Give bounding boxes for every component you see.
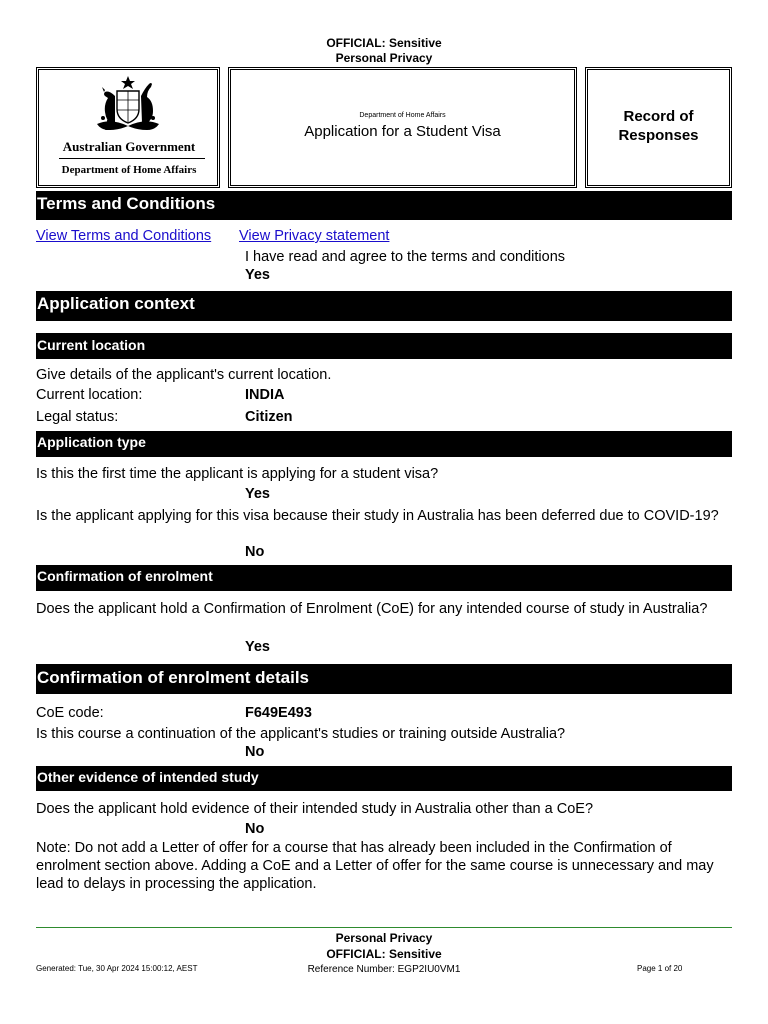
privacy-label: Personal Privacy [335,51,433,65]
government-name: Australian Government [62,139,196,154]
record-box [585,67,732,188]
title-department: Department of Home Affairs [359,112,446,119]
coe-code-label: CoE code: [36,705,104,721]
covid-deferral-question: Is the applicant applying for this visa because their study in Australia has been deferred due to COVID-19? [36,508,719,524]
record-line-2: Responses [618,127,699,144]
continuation-answer: No [245,744,265,760]
current-location-heading: Current location [36,333,732,359]
terms-answer: Yes [245,267,270,283]
department-name: Department of Home Affairs [61,164,197,176]
legal-status-value: Citizen [245,409,293,425]
coe-question: Does the applicant hold a Confirmation of Enrolment (CoE) for any intended course of study in Australia? [36,601,708,617]
coe-code-value: F649E493 [245,705,312,721]
view-privacy-link[interactable]: View Privacy statement [239,228,390,244]
document-title-box [228,67,577,188]
document-title: Application for a Student Visa [304,123,501,140]
first-time-answer: Yes [245,486,270,502]
footer-privacy: Personal Privacy [335,931,433,945]
other-evidence-heading: Other evidence of intended study [36,766,732,791]
reference-number: Reference Number: EGP2IU0VM1 [307,964,461,975]
current-location-intro: Give details of the applicant's current location. [36,367,332,383]
record-of-responses [586,107,731,145]
legal-status-label: Legal status: [36,409,119,425]
current-location-label: Current location: [36,387,143,403]
footer-divider [36,927,732,928]
coe-details-heading: Confirmation of enrolment details [36,664,732,694]
current-location-value: INDIA [245,387,285,403]
record-line-1: Record of [623,108,694,125]
application-context-heading: Application context [36,291,732,321]
page-number: Page 1 of 20 [637,964,683,973]
footer-classification: OFFICIAL: Sensitive [326,947,442,961]
other-evidence-question: Does the applicant hold evidence of their intended study in Australia other than a CoE? [36,801,594,817]
confirmation-heading: Confirmation of enrolment [36,565,732,591]
terms-question: I have read and agree to the terms and conditions [245,249,566,265]
continuation-question: Is this course a continuation of the applicant's studies or training outside Australia? [36,726,566,742]
other-evidence-answer: No [245,821,265,837]
application-type-heading: Application type [36,431,732,457]
government-logo-box [36,67,220,188]
terms-heading: Terms and Conditions [36,191,732,220]
logo-divider [59,158,205,159]
classification-label: OFFICIAL: Sensitive [326,36,442,50]
coat-of-arms-icon [89,74,167,136]
letter-of-offer-note: Note: Do not add a Letter of offer for a course that has already been included in the Confirmation of enrolment section above. Adding a CoE and a Letter of offer for the same course is unnecessary and may lead to delays in processing the application. [36,840,714,892]
generated-timestamp: Generated: Tue, 30 Apr 2024 15:00:12, AEST [36,964,198,973]
coe-answer: Yes [245,639,270,655]
view-terms-link[interactable]: View Terms and Conditions [36,228,212,244]
covid-deferral-answer: No [245,544,265,560]
first-time-question: Is this the first time the applicant is applying for a student visa? [36,466,439,482]
